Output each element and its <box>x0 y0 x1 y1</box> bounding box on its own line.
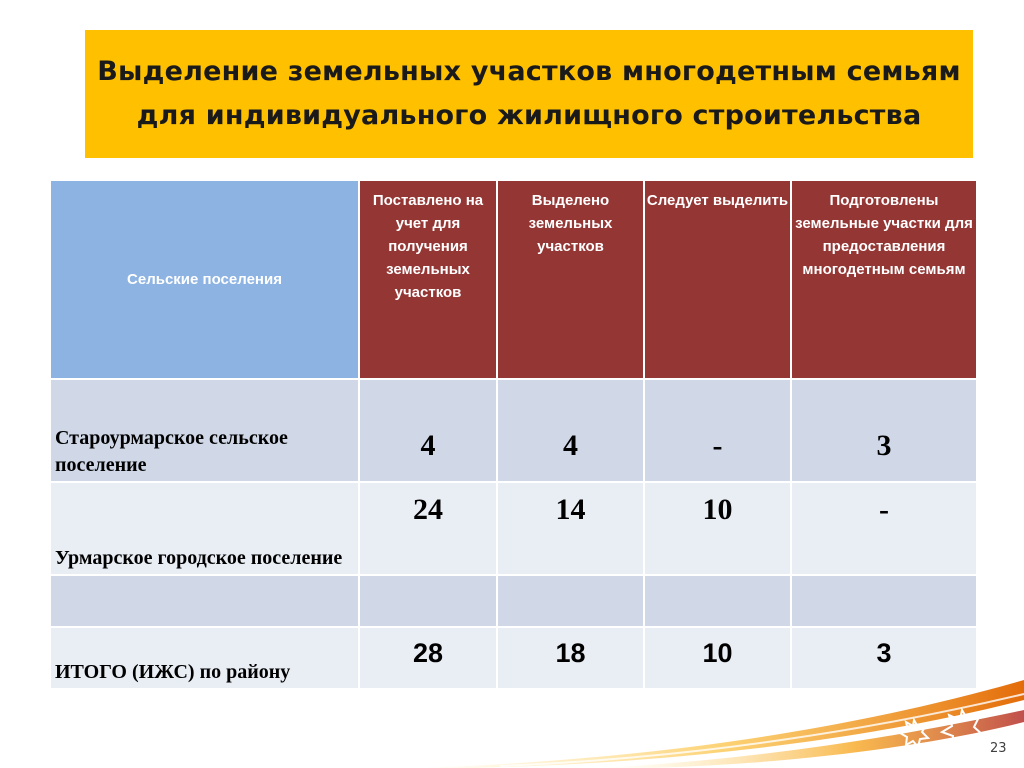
row-1-allocated: 4 <box>498 380 643 481</box>
row-3-allocated <box>498 576 643 626</box>
slide-number: 23 <box>990 741 1007 756</box>
row-2-registered: 24 <box>360 483 496 574</box>
header-allocated: Выделено земельных участков <box>498 181 643 378</box>
row-3-registered <box>360 576 496 626</box>
total-prepared: 3 <box>792 628 976 688</box>
header-to-allocate: Следует выделить <box>645 181 790 378</box>
row-2-prepared: - <box>792 483 976 574</box>
row-2-allocated: 14 <box>498 483 643 574</box>
total-registered: 28 <box>360 628 496 688</box>
header-registered: Поставлено на учет для получения земельных участков <box>360 181 496 378</box>
row-1-prepared: 3 <box>792 380 976 481</box>
total-allocated: 18 <box>498 628 643 688</box>
row-3-name <box>51 576 358 626</box>
row-3-to-allocate <box>645 576 790 626</box>
total-row-name: ИТОГО (ИЖС) по району <box>51 628 358 688</box>
row-2-name: Урмарское городское поселение <box>51 483 358 574</box>
total-to-allocate: 10 <box>645 628 790 688</box>
data-table <box>51 181 976 688</box>
row-1-registered: 4 <box>360 380 496 481</box>
decorative-swoosh <box>0 670 1024 768</box>
row-1-to-allocate: - <box>645 380 790 481</box>
header-prepared: Подготовлены земельные участки для предоставления многодетным семьям <box>792 181 976 378</box>
row-2-to-allocate: 10 <box>645 483 790 574</box>
row-3-prepared <box>792 576 976 626</box>
slide-title: Выделение земельных участков многодетным семьям для индивидуального жилищного строительства <box>97 56 961 131</box>
row-1-name: Староурмарское сельское поселение <box>51 380 358 481</box>
header-settlements: Сельские поселения <box>51 181 358 378</box>
title-banner <box>85 30 973 158</box>
